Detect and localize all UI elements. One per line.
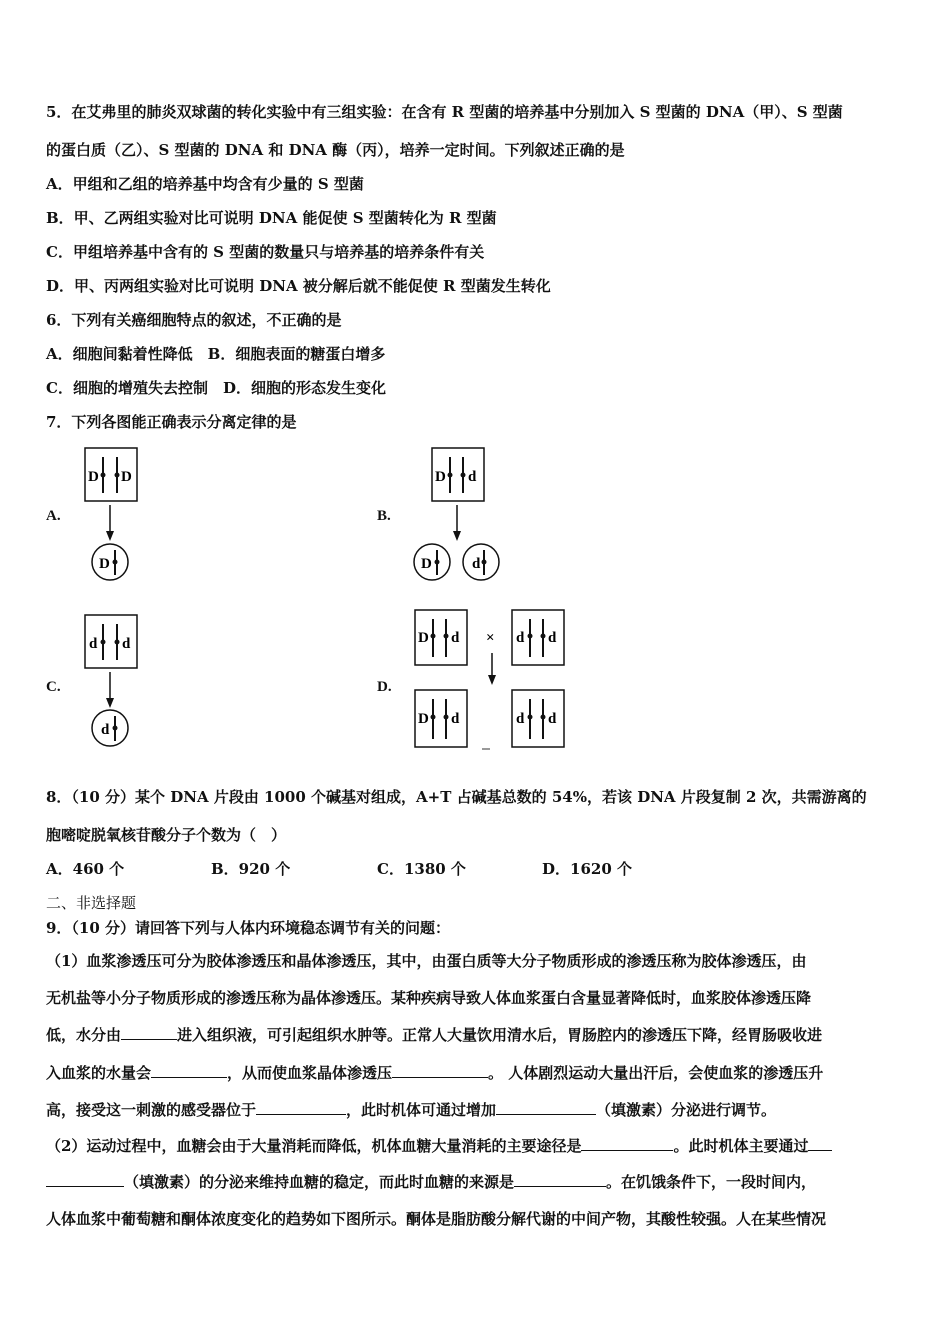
q8-option-b: B．920 个 — [211, 860, 291, 878]
q5-stem-line2: 的蛋白质（乙）、S 型菌的 DNA 和 DNA 酶（丙），培养一定时间。下列叙述正确的是 — [46, 141, 625, 159]
q9-p1-line5: 高，接受这一刺激的感受器位于 ，此时机体可通过增加 （填激素）分泌进行调节。 — [46, 1101, 777, 1119]
allele-label: D — [421, 556, 432, 572]
q7-figure-d — [410, 605, 580, 755]
gamete-circle — [414, 544, 450, 580]
answer-blank[interactable] — [256, 1100, 346, 1115]
answer-blank[interactable] — [514, 1172, 606, 1187]
gamete-circle — [92, 544, 128, 580]
q9-p1-line1: （1）血浆渗透压可分为胶体渗透压和晶体渗透压，其中，由蛋白质等大分子物质形成的渗透压称为胶体渗透压，由 — [46, 952, 807, 970]
allele-label: D — [435, 469, 446, 485]
q8-option-a: A．460 个 — [46, 860, 125, 878]
q8-stem-line2: 胞嘧啶脱氧核苷酸分子个数为（ ） — [46, 826, 287, 844]
allele-label: D — [99, 556, 110, 572]
answer-blank[interactable] — [121, 1025, 177, 1040]
allele-label: d — [101, 722, 110, 738]
answer-blank[interactable] — [581, 1136, 673, 1151]
q6-stem: 6．下列有关癌细胞特点的叙述，不正确的是 — [46, 311, 342, 329]
gamete-circle — [92, 710, 128, 746]
q7-label-c: C. — [46, 679, 61, 695]
allele-label: d — [472, 556, 481, 572]
q8-option-c: C．1380 个 — [377, 860, 466, 878]
allele-label: d — [122, 636, 131, 652]
answer-blank[interactable] — [808, 1136, 832, 1151]
allele-label: d — [451, 630, 460, 646]
allele-label: d — [516, 630, 525, 646]
q9-p1-line3: 低，水分由 进入组织液，可引起组织水肿等。正常人大量饮用清水后，胃肠腔内的渗透压下降，经胃肠吸收进 — [46, 1026, 823, 1044]
q6-options-row1: A．细胞间黏着性降低 B．细胞表面的糖蛋白增多 — [46, 345, 386, 363]
allele-label: d — [89, 636, 98, 652]
allele-label: d — [548, 711, 557, 727]
allele-label: D — [418, 630, 429, 646]
answer-blank[interactable] — [46, 1172, 124, 1187]
q5-option-c: C．甲组培养基中含有的 S 型菌的数量只与培养基的培养条件有关 — [46, 243, 485, 261]
section-heading: 二、非选择题 — [46, 894, 137, 912]
q7-label-d: D. — [377, 679, 392, 695]
q5-option-b: B．甲、乙两组实验对比可说明 DNA 能促使 S 型菌转化为 R 型菌 — [46, 209, 497, 227]
q8-option-d: D．1620 个 — [542, 860, 632, 878]
allele-label: d — [468, 469, 477, 485]
q9-p2-line3: 人体血浆中葡萄糖和酮体浓度变化的趋势如下图所示。酮体是脂肪酸分解代谢的中间产物，其酸性较强。人在某些情况 — [46, 1210, 827, 1228]
allele-label: d — [451, 711, 460, 727]
q6-options-row2: C．细胞的增殖失去控制 D．细胞的形态发生变化 — [46, 379, 386, 397]
allele-label: d — [516, 711, 525, 727]
q9-stem: 9．（10 分）请回答下列与人体内环境稳态调节有关的问题： — [46, 919, 451, 937]
gamete-circle — [463, 544, 499, 580]
q7-figure-c — [80, 612, 140, 752]
q8-stem-line1: 8．（10 分）某个 DNA 片段由 1000 个碱基对组成，A+T 占碱基总数的 54%，若该 DNA 片段复制 2 次，共需游离的 — [46, 788, 867, 806]
q9-p1-line4: 入血浆的水量会 ，从而使血浆晶体渗透压 。 人体剧烈运动大量出汗后，会使血浆的渗透压升 — [46, 1064, 824, 1082]
answer-blank[interactable] — [392, 1063, 488, 1078]
allele-label: D — [121, 469, 132, 485]
answer-blank[interactable] — [496, 1100, 596, 1115]
q9-p2-line2: （填激素）的分泌来维持血糖的稳定，而此时血糖的来源是 。在饥饿条件下，一段时间内， — [46, 1172, 816, 1192]
q9-p1-line2: 无机盐等小分子物质形成的渗透压称为晶体渗透压。某种疾病导致人体血浆蛋白含量显著降低时，血浆胶体渗透压降 — [46, 989, 812, 1007]
q7-label-a: A. — [46, 508, 61, 524]
q7-stem: 7．下列各图能正确表示分离定律的是 — [46, 413, 297, 431]
q9-p2-line1: （2）运动过程中，血糖会由于大量消耗而降低，机体血糖大量消耗的主要途径是 。此时机体主要通过 — [46, 1136, 832, 1156]
allele-label: d — [548, 630, 557, 646]
cross-symbol: × — [486, 630, 495, 646]
q5-stem-line1: 5．在艾弗里的肺炎双球菌的转化实验中有三组实验：在含有 R 型菌的培养基中分别加入 S 型菌的 DNA（甲）、S 型菌 — [46, 103, 843, 121]
allele-label: D — [88, 469, 99, 485]
q5-option-a: A．甲组和乙组的培养基中均含有少量的 S 型菌 — [46, 175, 364, 193]
q7-figure-b — [410, 445, 510, 585]
q7-label-b: B. — [377, 508, 391, 524]
allele-label: D — [418, 711, 429, 727]
answer-blank[interactable] — [151, 1063, 227, 1078]
q7-figure-a — [80, 445, 140, 585]
q5-option-d: D．甲、丙两组实验对比可说明 DNA 被分解后就不能促使 R 型菌发生转化 — [46, 277, 551, 295]
